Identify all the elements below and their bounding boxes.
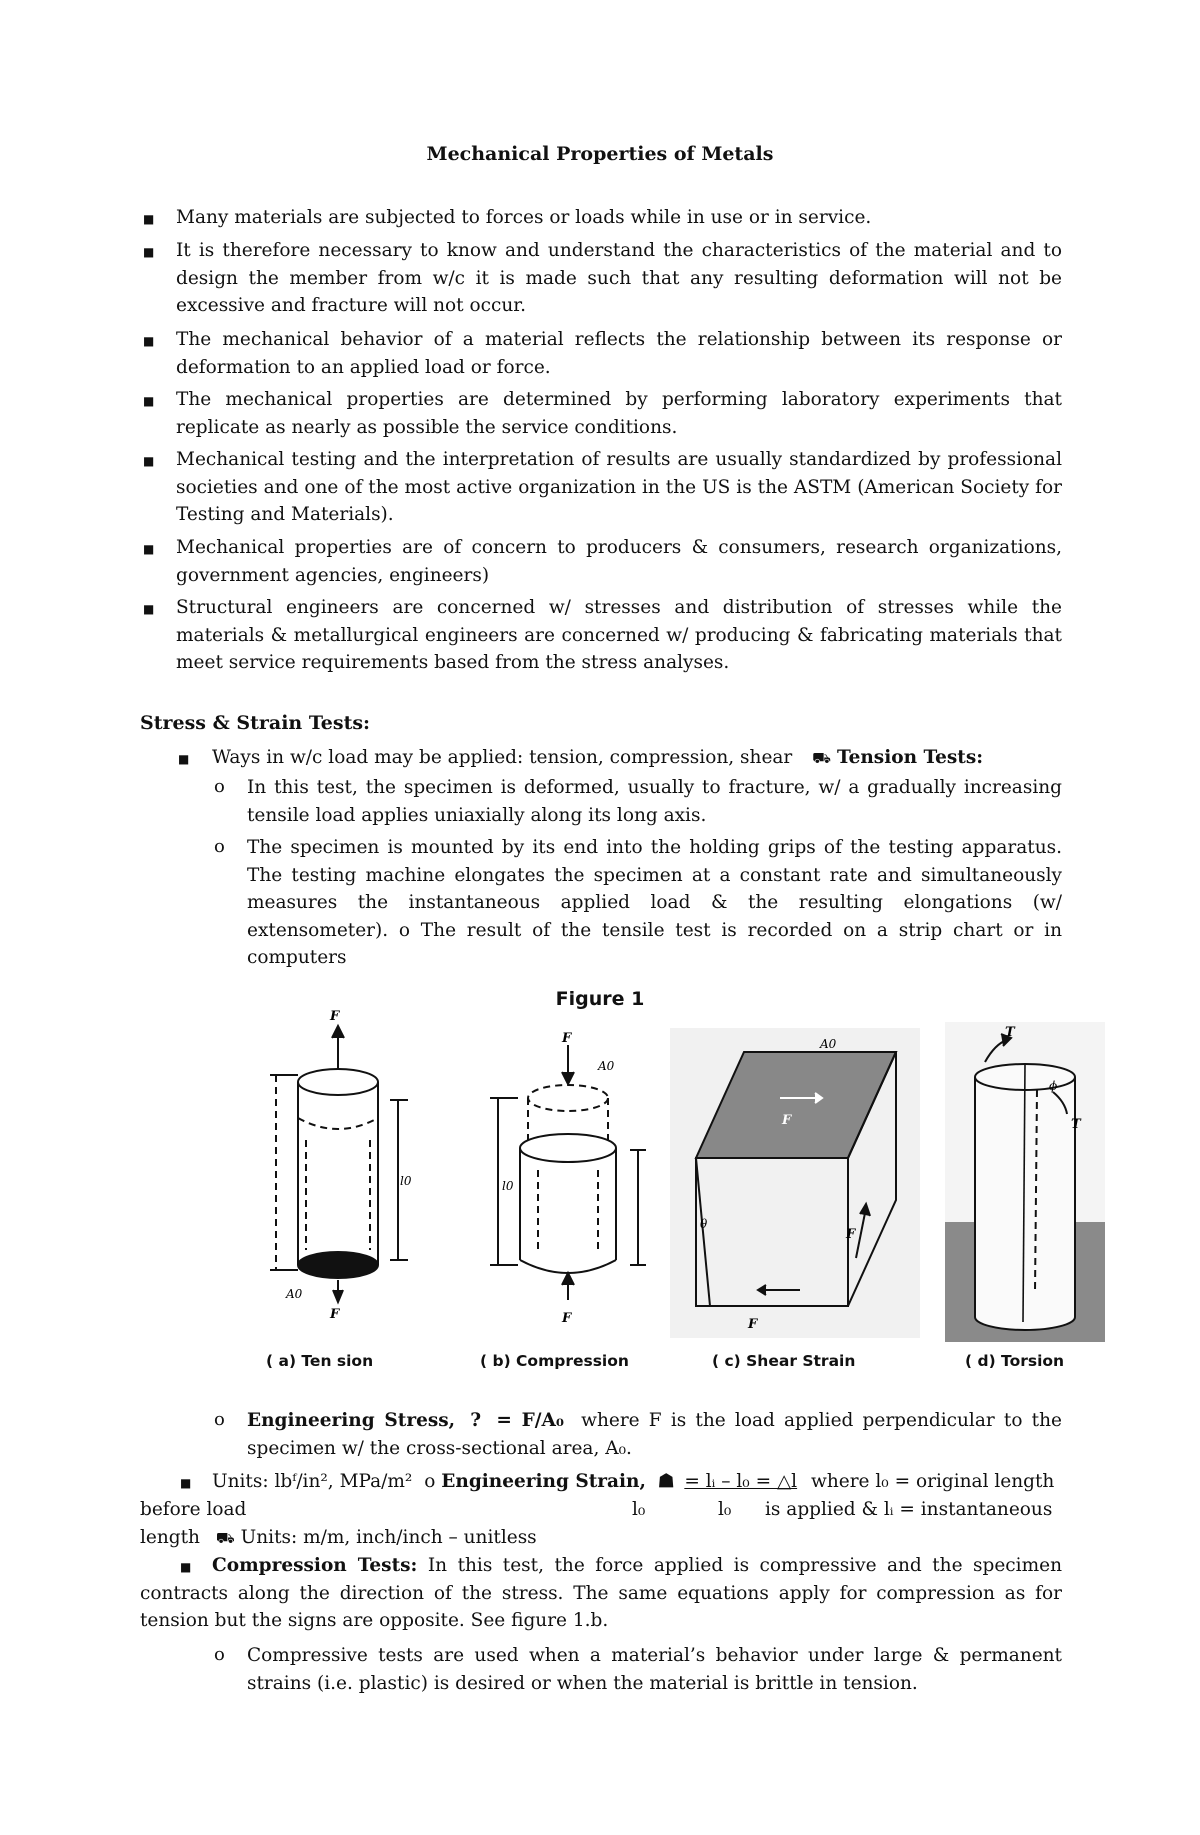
angle-label: ϕ [1049, 1079, 1058, 1093]
strain-units: Units: m/m, inch/inch – unitless [240, 1527, 537, 1548]
area-label: A0 [286, 1287, 303, 1301]
intro-bullet-5: Mechanical testing and the interpretation of results are usually standardized by professional societies and one of the most active organization in the US is the ASTM (American Society for Testing and Materials). [176, 449, 1062, 525]
eng-stress-text: where F is the load applied perpendicular to the specimen w/ the cross-sectional area, A₀. [247, 1410, 1062, 1459]
area-label: A0 [598, 1059, 615, 1073]
stress-symbol: ? [470, 1410, 482, 1431]
length-label: l0 [502, 1179, 514, 1193]
eng-stress-paragraph [247, 1407, 1062, 1462]
eng-stress-formula: = F/A₀ [496, 1410, 564, 1431]
circle-bullet-icon: o [214, 1644, 225, 1665]
figure-title: Figure 1 [555, 988, 645, 1010]
tension-item-2: The specimen is mounted by its end into the holding grips of the testing apparatus. The testing machine elongates the specimen at a constant rate and simultaneously measures the instantaneous applied load & the resulting elongations (w/ extensometer). o The result of the tensile test is recorded on a strip chart or in computers [247, 837, 1062, 968]
caption-torsion: ( d) Torsion [965, 1352, 1065, 1370]
force-label: F [562, 1031, 572, 1046]
strain-line-3 [140, 1524, 537, 1553]
square-bullet-icon: ■ [180, 1476, 192, 1490]
force-label: F [330, 1009, 340, 1024]
torsion-figure [945, 1022, 1105, 1342]
tension-item-1: In this test, the specimen is deformed, usually to fracture, w/ a gradually increasing tensile load applies uniaxially along its long axis. [247, 777, 1062, 826]
square-bullet-icon: ■ [143, 454, 155, 468]
units-text: Units: lbᶠ/in², MPa/m² [212, 1471, 413, 1492]
circle-bullet-icon: o [214, 776, 225, 797]
units-marker-icon: ⛟ [215, 1529, 235, 1547]
eng-strain-text: where l₀ = original length [811, 1471, 1055, 1492]
square-bullet-icon: ■ [143, 334, 155, 348]
ways-line [212, 744, 983, 773]
square-bullet-icon: ■ [143, 602, 155, 616]
tension-heading: Tension Tests: [836, 747, 984, 768]
strain-line-2-left: before load [140, 1499, 247, 1520]
strain-line-2-right: is applied & lᵢ = instantaneous [765, 1499, 1053, 1520]
compression-paragraph [140, 1552, 1062, 1635]
compression-text: In this test, the force applied is compressive and the specimen contracts along the direction of the stress. The same equations apply for compression as for tension but the signs are opposite. See figure 1.b. [140, 1555, 1062, 1631]
square-bullet-icon: ■ [180, 1560, 192, 1574]
force-label: F [782, 1113, 792, 1128]
eng-strain-formula: = lᵢ – l₀ = △l [684, 1471, 798, 1492]
square-bullet-icon: ■ [143, 245, 155, 259]
angle-label: θ [700, 1217, 708, 1231]
intro-bullet-2: It is therefore necessary to know and understand the characteristics of the material and to design the member from w/c it is made such that any resulting deformation will not be excessive and fracture will not occur. [176, 240, 1062, 316]
intro-bullet-4: The mechanical properties are determined by performing laboratory experiments that replicate as nearly as possible the service conditions. [176, 389, 1062, 438]
square-bullet-icon: ■ [143, 212, 155, 226]
intro-bullet-7: Structural engineers are concerned w/ stresses and distribution of stresses while the materials & metallurgical engineers are concerned w/ producing & fabricating materials that meet service requirements based from the stress analyses. [176, 597, 1062, 673]
eng-stress-label: Engineering Stress, [247, 1410, 456, 1431]
compression-figure [478, 1030, 658, 1330]
page-title: Mechanical Properties of Metals [426, 143, 774, 165]
caption-shear: ( c) Shear Strain [712, 1352, 856, 1370]
shear-figure [670, 1028, 920, 1338]
section-heading: Stress & Strain Tests: [140, 712, 371, 734]
ways-text: Ways in w/c load may be applied: tension, compression, shear [212, 747, 793, 768]
square-bullet-icon: ■ [143, 542, 155, 556]
caption-compression: ( b) Compression [480, 1352, 629, 1370]
circle-bullet-icon: o [214, 836, 225, 857]
tension-marker-icon: ⛟ [812, 749, 832, 767]
strain-denominator-1: l₀ [632, 1499, 646, 1520]
intro-bullet-3: The mechanical behavior of a material reflects the relationship between its response or deformation to an applied load or force. [176, 329, 1062, 378]
force-label: F [748, 1317, 758, 1332]
force-label: F [562, 1311, 572, 1326]
tension-figure [258, 1000, 428, 1320]
units-strain-line: Units: lbᶠ/in², MPa/m² o Engineering Strain, ☗ = lᵢ – l₀ = △l where l₀ = original length [212, 1471, 1055, 1492]
intro-bullet-6: Mechanical properties are of concern to producers & consumers, research organizations, government agencies, engineers) [176, 537, 1062, 586]
circle-bullet-icon: o [214, 1409, 225, 1430]
area-label: A0 [820, 1037, 837, 1051]
torque-label: T [1071, 1117, 1081, 1132]
strain-denominator-2: l₀ [718, 1499, 732, 1520]
compression-heading: Compression Tests: [212, 1555, 418, 1576]
compressive-item: Compressive tests are used when a material’s behavior under large & permanent strains (i.e. plastic) is desired or when the material is brittle in tension. [247, 1645, 1062, 1694]
length-label: l0 [400, 1174, 412, 1188]
force-label: F [846, 1227, 856, 1242]
strain-length-word: length [140, 1527, 200, 1548]
torque-label: T [1005, 1025, 1015, 1040]
square-bullet-icon: ■ [178, 752, 190, 766]
square-bullet-icon: ■ [143, 394, 155, 408]
force-label: F [330, 1307, 340, 1320]
strain-symbol-icon: ☗ [657, 1471, 675, 1492]
caption-tension: ( a) Ten sion [266, 1352, 374, 1370]
eng-strain-label: Engineering Strain, [441, 1471, 646, 1492]
intro-bullet-1: Many materials are subjected to forces or loads while in use or in service. [176, 207, 872, 228]
